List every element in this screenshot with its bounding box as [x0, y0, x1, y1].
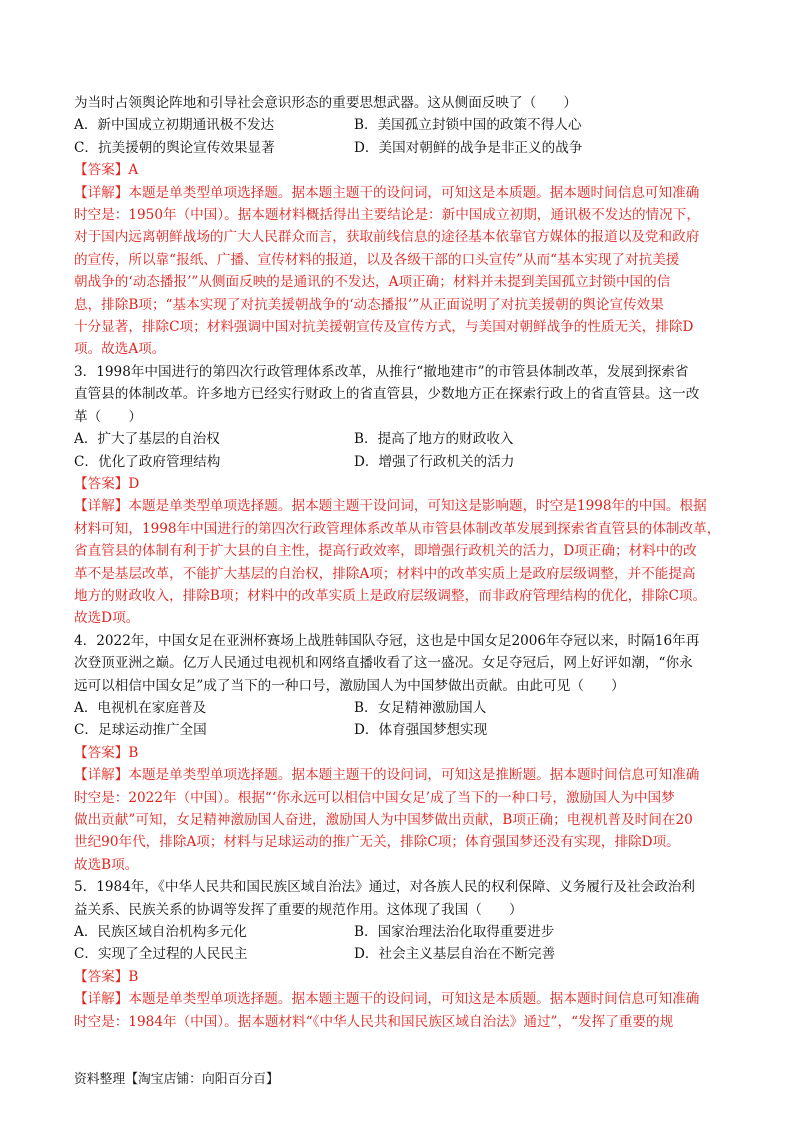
option-a: A．民族区域自治机构多元化 — [74, 924, 247, 941]
detail-line: 世纪90年代，排除A项；材料与足球运动的推广无关，排除C项；体育强国梦还没有实现，排除D项。 — [74, 834, 680, 851]
options-row — [74, 137, 728, 159]
option-d: D．美国对朝鲜的战争是非正义的战争 — [354, 139, 583, 156]
detail-line: 十分显著，排除C项；材料强调中国对抗美援朝宣传及宣传方式，与美国对朝鲜战争的性质无关，排除D — [74, 319, 694, 336]
detail-line: 项。故选A项。 — [74, 341, 166, 358]
detail-line: 革不是基层改革，不能扩大基层的自治权，排除A项；材料中的改革实质上是政府层级调整，并不能提高 — [74, 565, 696, 582]
answer-label: 【答案】B — [74, 968, 139, 985]
question-stem: 次登顶亚洲之巅。亿万人民通过电视机和网络直播收看了这一盛况。女足夺冠后，网上好评如潮，“你永 — [74, 655, 693, 672]
question-3 — [74, 361, 728, 630]
detail-line: 时空是：1984年（中国）。据本题材料“《中华人民共和国民族区域自治法》通过”，“发挥了重要的规 — [74, 1013, 674, 1030]
detail-line: 的宣传，所以靠“报纸、广播、宣传材料的报道，以及各级干部的口头宣传”从而“基本实现了对抗美援 — [74, 251, 680, 268]
question-stem: 4．2022年，中国女足在亚洲杯赛场上战胜韩国队夺冠，这也是中国女足2006年夺冠以来，时隔16年再 — [74, 632, 700, 649]
question-5 — [74, 876, 728, 1033]
options-row — [74, 428, 728, 450]
answer-label: 【答案】A — [74, 162, 139, 179]
detail-line: 故选D项。 — [74, 610, 140, 627]
detail-line: 做出贡献”可知，女足精神激励国人奋进，激励国人为中国梦做出贡献，B项正确；电视机普及时间在20 — [74, 812, 693, 828]
options-row — [74, 921, 728, 943]
question-stem: 3．1998年中国进行的第四次行政管理体系改革，从推行“撤地建市”的市管县体制改革，发展到探索省 — [74, 363, 689, 380]
page-footer: 资料整理【淘宝店铺：向阳百分百】 — [74, 1072, 279, 1087]
question-stem: 益关系、民族关系的协调等发挥了重要的规范作用。这体现了我国（ ） — [74, 901, 523, 918]
option-b: B．女足精神激励国人 — [354, 699, 487, 716]
question-stem: 为当时占领舆论阵地和引导社会意识形态的重要思想武器。这从侧面反映了（ ） — [74, 95, 577, 111]
detail-line: 故选B项。 — [74, 856, 139, 873]
option-a: A．电视机在家庭普及 — [74, 699, 207, 716]
option-a: A．新中国成立初期通讯极不发达 — [74, 117, 275, 134]
detail-line: 时空是：2022年（中国）。根据“‘你永远可以相信中国女足’成了当下的一种口号，激励国人为中国梦 — [74, 789, 675, 806]
detail-line: 【详解】本题是单类型单项选择题。据本题主题干的设问词，可知这是本质题。据本题时间信息可知准确 — [74, 991, 700, 1008]
answer-label: 【答案】D — [74, 475, 140, 492]
question-4 — [74, 630, 728, 876]
option-d: D．增强了行政机关的活力 — [354, 453, 515, 470]
detail-line: 【详解】本题是单类型单项选择题。据本题主题干的设问词，可知这是本质题。据本题时间信息可知准确 — [74, 184, 700, 201]
option-c: C．抗美援朝的舆论宣传效果显著 — [74, 139, 275, 156]
option-b: B．提高了地方的财政收入 — [354, 431, 514, 448]
detail-line: 材料可知，1998年中国进行的第四次行政管理体系改革从市管县体制改革发展到探索省直管县的体制改革， — [74, 520, 721, 537]
option-b: B．国家治理法治化取得重要进步 — [354, 924, 555, 941]
options-row — [74, 451, 728, 473]
detail-line: 【详解】本题是单类型单项选择题。据本题主题干设问词，可知这是影响题，时空是1998年的中国。根据 — [74, 498, 707, 515]
option-d: D．社会主义基层自治在不断完善 — [354, 946, 556, 963]
detail-line: 【详解】本题是单类型单项选择题。据本题主题干的设问词，可知这是推断题。据本题时间信息可知准确 — [74, 767, 700, 784]
option-d: D．体育强国梦想实现 — [354, 722, 488, 739]
document-page — [74, 92, 728, 1033]
detail-line: 省直管县的体制有利于扩大县的自主性，提高行政效率，即增强行政机关的活力，D项正确；材料中的改 — [74, 543, 697, 560]
options-row — [74, 719, 728, 741]
question-stem: 5．1984年，《中华人民共和国民族区域自治法》通过，对各族人民的权利保障、义务履行及社会政治利 — [74, 879, 695, 896]
option-c: C．实现了全过程的人民民主 — [74, 946, 248, 963]
option-b: B．美国孤立封锁中国的政策不得人心 — [354, 117, 582, 134]
option-a: A．扩大了基层的自治权 — [74, 431, 220, 448]
option-c: C．足球运动推广全国 — [74, 722, 207, 739]
question-stem: 革（ ） — [74, 408, 142, 425]
question-stem: 远可以相信中国女足”成了当下的一种口号，激励国人为中国梦做出贡献。由此可见（ ） — [74, 677, 625, 694]
options-row — [74, 943, 728, 965]
question-2 — [74, 92, 728, 361]
options-row — [74, 697, 728, 719]
options-row — [74, 114, 728, 136]
question-stem: 直管县的体制改革。许多地方已经实行财政上的省直管县，少数地方正在探索行政上的省直管县。这一改 — [74, 386, 700, 403]
detail-line: 朝战争的‘动态播报’”从侧面反映的是通讯的不发达，A项正确；材料并未提到美国孤立封锁中国的信 — [74, 274, 671, 291]
detail-line: 对于国内远离朝鲜战场的广大人民群众而言，获取前线信息的途径基本依靠官方媒体的报道以及党和政府 — [74, 229, 700, 246]
answer-label: 【答案】B — [74, 744, 139, 761]
detail-line: 地方的财政收入，排除B项；材料中的改革实质上是政府层级调整，而非政府管理结构的优化，排除C项。 — [74, 587, 707, 604]
option-c: C．优化了政府管理结构 — [74, 453, 221, 470]
detail-line: 时空是：1950年（中国）。据本题材料概括得出主要结论是：新中国成立初期，通讯极不发达的情况下， — [74, 207, 700, 224]
detail-line: 息，排除B项；“基本实现了对抗美援朝战争的‘动态播报’”从正面说明了对抗美援朝的舆论宣传效果 — [74, 296, 664, 313]
